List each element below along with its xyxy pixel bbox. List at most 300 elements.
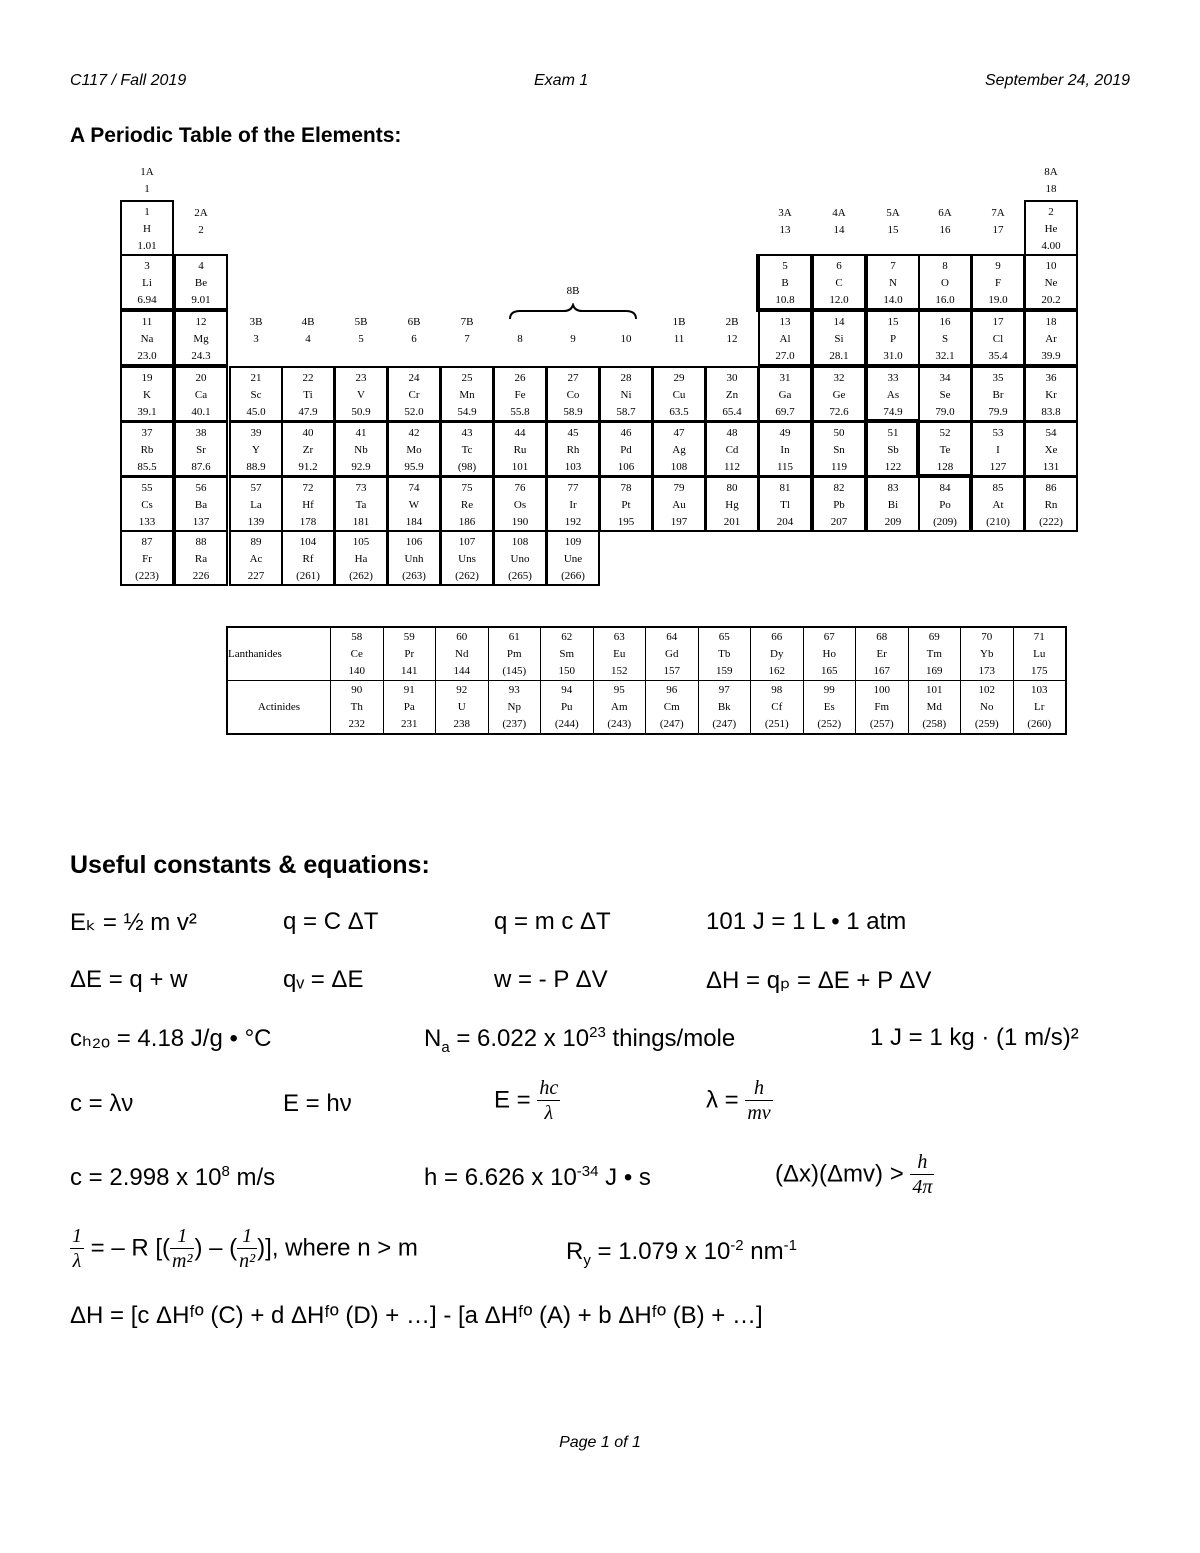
atomic-number: 61 — [508, 630, 520, 643]
group-label-2a — [174, 205, 228, 239]
metalloid-boundary-segment — [969, 476, 973, 532]
element-symbol: Ge — [832, 389, 846, 401]
element-symbol: Np — [507, 700, 521, 713]
atomic-mass: 91.2 — [298, 461, 318, 473]
c-value: c = 2.998 x 10 — [70, 1164, 222, 1191]
atomic-number: 50 — [833, 427, 845, 439]
group-label-8b: 8B — [566, 285, 580, 297]
lanthanides-label: Lanthanides — [227, 627, 331, 681]
page-footer: Page 1 of 1 — [559, 1434, 641, 1451]
element-tc — [440, 421, 494, 477]
atomic-number: 44 — [514, 427, 526, 439]
atomic-mass: 6.94 — [137, 294, 157, 306]
element-symbol: K — [143, 389, 151, 401]
group-label-4a-line: 14 — [833, 224, 845, 236]
atomic-number: 40 — [302, 427, 314, 439]
element-he — [1024, 200, 1078, 256]
atomic-mass: 47.9 — [298, 406, 318, 418]
atomic-mass: 24.3 — [191, 350, 211, 362]
element-eu — [593, 627, 646, 681]
atomic-mass: (263) — [402, 570, 426, 582]
atomic-mass: 79.9 — [988, 406, 1008, 418]
atomic-number: 104 — [299, 536, 317, 548]
eq-qv: qᵥ = ΔE — [283, 966, 364, 993]
f-block-table — [226, 626, 1067, 735]
group-label-8a — [1024, 164, 1078, 198]
atomic-number: 48 — [726, 427, 738, 439]
element-symbol: Rb — [140, 444, 154, 456]
atomic-number: 84 — [939, 482, 951, 494]
group-label-7a — [971, 205, 1025, 239]
element-symbol: Re — [460, 499, 474, 511]
atomic-mass: 173 — [978, 664, 995, 677]
element-symbol: Hg — [725, 499, 739, 511]
element-symbol: Zr — [302, 444, 314, 456]
element-tl — [758, 476, 812, 532]
ryd-n-fraction — [237, 1224, 257, 1273]
element-symbol: Ga — [778, 389, 792, 401]
h-unit: J • s — [598, 1164, 651, 1191]
atomic-number: 90 — [351, 683, 363, 696]
atomic-number: 16 — [939, 316, 951, 328]
element-th — [331, 681, 384, 735]
atomic-number: 51 — [887, 427, 899, 439]
atomic-number: 63 — [613, 630, 625, 643]
element-sc — [229, 366, 283, 422]
atomic-number: 38 — [195, 427, 207, 439]
atomic-mass: 101 — [511, 461, 529, 473]
element-symbol: He — [1044, 223, 1058, 235]
atomic-number: 68 — [876, 630, 888, 643]
ry-exp: -2 — [730, 1237, 744, 1254]
metalloid-boundary-segment — [864, 419, 918, 423]
element-fe — [493, 366, 547, 422]
atomic-number: 97 — [718, 683, 730, 696]
na-value: = 6.022 x 10 — [449, 1025, 590, 1052]
atomic-number: 75 — [461, 482, 473, 494]
atomic-number: 36 — [1045, 372, 1057, 384]
atomic-mass: 87.6 — [191, 461, 211, 473]
atomic-number: 87 — [141, 536, 153, 548]
atomic-number: 102 — [978, 683, 995, 696]
atomic-mass: 232 — [348, 717, 365, 730]
element-v — [334, 366, 388, 422]
element-o — [918, 254, 972, 310]
atomic-number: 59 — [403, 630, 415, 643]
element-ir — [546, 476, 600, 532]
element-be — [174, 254, 228, 310]
lambda-den: mv — [747, 1102, 771, 1124]
element-ge — [812, 366, 866, 422]
eq-delta-e: ΔE = q + w — [70, 966, 188, 993]
atomic-mass: (257) — [869, 717, 894, 730]
element-ra — [174, 530, 228, 586]
eq-speed-of-light — [70, 1163, 275, 1192]
atomic-number: 27 — [567, 372, 579, 384]
element-symbol: Ra — [194, 553, 208, 565]
element-mg — [174, 310, 228, 366]
atomic-number: 85 — [992, 482, 1004, 494]
atomic-number: 7 — [890, 260, 896, 272]
element-nb — [334, 421, 388, 477]
element-lr — [1013, 681, 1066, 735]
element-rn — [1024, 476, 1078, 532]
atomic-number: 49 — [779, 427, 791, 439]
atomic-number: 9 — [995, 260, 1001, 272]
element-symbol: B — [781, 277, 789, 289]
atomic-mass: 152 — [611, 664, 628, 677]
atomic-number: 66 — [771, 630, 783, 643]
atomic-mass: 141 — [401, 664, 418, 677]
metalloid-boundary-segment — [756, 308, 812, 312]
atomic-number: 3 — [144, 260, 150, 272]
element-am — [593, 681, 646, 735]
element-symbol: Ho — [822, 647, 836, 660]
element-symbol: Li — [142, 277, 152, 289]
element-symbol: Cd — [725, 444, 739, 456]
element-symbol: Rn — [1044, 499, 1058, 511]
element-symbol: Cr — [408, 389, 420, 401]
atomic-mass: (247) — [712, 717, 737, 730]
element-b — [758, 254, 812, 310]
element-symbol: N — [889, 277, 897, 289]
atomic-number: 6 — [836, 260, 842, 272]
atomic-number: 98 — [771, 683, 783, 696]
atomic-number: 53 — [992, 427, 1004, 439]
element-dy — [751, 627, 804, 681]
group-label-6a — [918, 205, 972, 239]
ry-prefix: R — [566, 1238, 584, 1265]
eq-rydberg-constant — [566, 1237, 797, 1269]
element-ba — [174, 476, 228, 532]
atomic-number: 82 — [833, 482, 845, 494]
h-exp: -34 — [576, 1163, 599, 1180]
group-label-7b — [440, 314, 494, 348]
atomic-number: 22 — [302, 372, 314, 384]
element-tb — [698, 627, 751, 681]
atomic-number: 56 — [195, 482, 207, 494]
element-symbol: Po — [939, 499, 951, 511]
atomic-number: 60 — [456, 630, 468, 643]
element-fr — [120, 530, 174, 586]
group-label-2b-line: 12 — [726, 333, 738, 345]
atomic-number: 41 — [355, 427, 367, 439]
na-unit: things/mole — [605, 1025, 736, 1052]
element-w — [387, 476, 441, 532]
atomic-number: 12 — [195, 316, 207, 328]
atomic-mass: 128 — [936, 461, 954, 473]
element-es — [803, 681, 856, 735]
atomic-number: 2 — [1048, 206, 1054, 218]
atomic-mass: (261) — [296, 570, 320, 582]
element-symbol: Ca — [194, 389, 208, 401]
element-na — [120, 310, 174, 366]
metalloid-boundary-segment — [916, 421, 920, 477]
group-label-1a-line: 1A — [140, 166, 154, 178]
element-symbol: Br — [992, 389, 1004, 401]
atomic-number: 72 — [302, 482, 314, 494]
element-symbol: Cf — [771, 700, 783, 713]
atomic-mass: 69.7 — [775, 406, 795, 418]
atomic-mass: 127 — [989, 461, 1007, 473]
atomic-mass: 88.9 — [246, 461, 266, 473]
group-label-5a-line: 15 — [887, 224, 899, 236]
group-label-9 — [546, 331, 600, 348]
element-symbol: Ba — [194, 499, 208, 511]
element-symbol: No — [980, 700, 994, 713]
h-value: h = 6.626 x 10 — [424, 1164, 577, 1191]
na-prefix: N — [424, 1025, 442, 1052]
atomic-mass: 35.4 — [988, 350, 1008, 362]
ryd-fraction — [70, 1224, 84, 1273]
element-symbol: Pb — [833, 499, 845, 511]
ry-unit: nm — [743, 1238, 784, 1265]
atomic-mass: 119 — [830, 461, 848, 473]
element-tm — [908, 627, 961, 681]
atomic-number: 45 — [567, 427, 579, 439]
metalloid-boundary-segment — [810, 310, 814, 366]
atomic-mass: 209 — [884, 516, 902, 528]
element-ru — [493, 421, 547, 477]
element-al — [758, 310, 812, 366]
atomic-mass: (209) — [933, 516, 957, 528]
element-ga — [758, 366, 812, 422]
constants-title: Useful constants & equations: — [70, 851, 430, 879]
element-rb — [120, 421, 174, 477]
atomic-number: 14 — [833, 316, 845, 328]
atomic-number: 18 — [1045, 316, 1057, 328]
date-label: September 24, 2019 — [985, 72, 1130, 89]
atomic-number: 54 — [1045, 427, 1057, 439]
atomic-number: 47 — [673, 427, 685, 439]
element-symbol: Uns — [458, 553, 476, 565]
atomic-number: 29 — [673, 372, 685, 384]
uncert-fraction — [910, 1150, 934, 1199]
group-label-8-line: 8 — [517, 333, 523, 345]
atomic-mass: 39.9 — [1041, 350, 1061, 362]
element-symbol: As — [886, 389, 900, 401]
element-symbol: Er — [876, 647, 887, 660]
element-cl — [971, 310, 1025, 366]
group-label-1a-line: 1 — [144, 183, 150, 195]
atomic-number: 13 — [779, 316, 791, 328]
atomic-mass: 12.0 — [829, 294, 849, 306]
element-symbol: Cl — [992, 333, 1004, 345]
atomic-mass: 106 — [617, 461, 635, 473]
group-label-1b-line: 11 — [673, 333, 685, 345]
atomic-number: 11 — [141, 316, 153, 328]
element-symbol: Fm — [874, 700, 890, 713]
element-yb — [961, 627, 1014, 681]
atomic-number: 24 — [408, 372, 420, 384]
atomic-mass: 58.7 — [616, 406, 636, 418]
group-label-1b — [652, 314, 706, 348]
ryd-mid2: ) – ( — [194, 1234, 238, 1262]
group-label-4b-line: 4 — [305, 333, 311, 345]
atomic-number: 105 — [352, 536, 370, 548]
atomic-number: 106 — [405, 536, 423, 548]
element-symbol: Gd — [665, 647, 679, 660]
element-symbol: Yb — [980, 647, 994, 660]
atomic-number: 67 — [823, 630, 835, 643]
group-label-2a-line: 2A — [194, 207, 208, 219]
atomic-mass: (252) — [817, 717, 842, 730]
atomic-number: 103 — [1031, 683, 1048, 696]
atomic-mass: 9.01 — [191, 294, 211, 306]
atomic-mass: 207 — [830, 516, 848, 528]
atomic-number: 46 — [620, 427, 632, 439]
atomic-mass: 238 — [453, 717, 470, 730]
atomic-number: 19 — [141, 372, 153, 384]
periodic-table-title: A Periodic Table of the Elements: — [70, 124, 402, 147]
atomic-number: 4 — [198, 260, 204, 272]
lambda-prefix: λ = — [706, 1086, 746, 1114]
element-symbol: P — [889, 333, 897, 345]
atomic-mass: 52.0 — [404, 406, 424, 418]
element-cr — [387, 366, 441, 422]
group-label-7b-line: 7B — [460, 316, 474, 328]
eq-avogadro — [424, 1024, 735, 1056]
group-label-3b-line: 3 — [253, 333, 259, 345]
ry-unit-exp: -1 — [783, 1237, 797, 1254]
eq-e-hc-lambda — [494, 1076, 560, 1125]
atomic-mass: 28.1 — [829, 350, 849, 362]
atomic-number: 79 — [673, 482, 685, 494]
element-sm — [541, 627, 594, 681]
group-label-5b — [334, 314, 388, 348]
element-symbol: Pu — [560, 700, 573, 713]
atomic-number: 32 — [833, 372, 845, 384]
atomic-mass: 190 — [511, 516, 529, 528]
group-label-6b-line: 6B — [407, 316, 421, 328]
element-symbol: Nd — [455, 647, 469, 660]
element-pa — [383, 681, 436, 735]
atomic-number: 76 — [514, 482, 526, 494]
atomic-number: 92 — [456, 683, 468, 696]
atomic-mass: 115 — [776, 461, 794, 473]
element-sb — [866, 421, 920, 477]
atomic-number: 96 — [666, 683, 678, 696]
ryd-num: 1 — [72, 1225, 82, 1247]
element-symbol: Tm — [926, 647, 942, 660]
element-symbol: Ac — [249, 553, 263, 565]
atomic-number: 89 — [250, 536, 262, 548]
element-p — [866, 310, 920, 366]
atomic-mass: (237) — [502, 717, 527, 730]
atomic-mass: 226 — [192, 570, 210, 582]
atomic-number: 15 — [887, 316, 899, 328]
element-symbol: Pd — [620, 444, 632, 456]
c-exp: 8 — [221, 1163, 230, 1180]
element-symbol: Cs — [141, 499, 153, 511]
atomic-mass: 144 — [453, 664, 470, 677]
atomic-mass: 54.9 — [457, 406, 477, 418]
atomic-mass: 103 — [564, 461, 582, 473]
element-as — [866, 366, 920, 422]
atomic-mass: 186 — [458, 516, 476, 528]
group-label-3a — [758, 205, 812, 239]
element-la — [229, 476, 283, 532]
element-au — [652, 476, 706, 532]
atomic-mass: 131 — [1042, 461, 1060, 473]
element-symbol: Pa — [403, 700, 415, 713]
element-mo — [387, 421, 441, 477]
atomic-number: 55 — [141, 482, 153, 494]
eq-de-broglie — [706, 1076, 773, 1125]
group-label-6a-line: 6A — [938, 207, 952, 219]
element-symbol: Co — [566, 389, 580, 401]
element-sn — [812, 421, 866, 477]
atomic-mass: 4.00 — [1041, 240, 1061, 252]
group-label-8a-line: 8A — [1044, 166, 1058, 178]
atomic-mass: 231 — [401, 717, 418, 730]
atomic-number: 57 — [250, 482, 262, 494]
element-symbol: La — [250, 499, 262, 511]
element-symbol: Lr — [1034, 700, 1045, 713]
eq-c-water: cₕ₂ₒ = 4.18 J/g • °C — [70, 1025, 272, 1052]
group-label-2b-line: 2B — [725, 316, 739, 328]
group-label-4a — [812, 205, 866, 239]
element-symbol: Sc — [250, 389, 262, 401]
group-label-9-line: 9 — [570, 333, 576, 345]
atomic-mass: 32.1 — [935, 350, 955, 362]
group-label-3b — [229, 314, 283, 348]
atomic-number: 35 — [992, 372, 1004, 384]
ryd-den: λ — [72, 1250, 82, 1272]
atomic-mass: 227 — [247, 570, 265, 582]
group-label-8 — [493, 331, 547, 348]
element-h — [120, 200, 174, 256]
atomic-number: 94 — [561, 683, 573, 696]
atomic-number: 78 — [620, 482, 632, 494]
atomic-mass: 140 — [348, 664, 365, 677]
group-label-3a-line: 13 — [779, 224, 791, 236]
element-une — [546, 530, 600, 586]
c-unit: m/s — [229, 1164, 276, 1191]
element-symbol: Ne — [1044, 277, 1058, 289]
group-label-1b-line: 1B — [672, 316, 686, 328]
atomic-number: 34 — [939, 372, 951, 384]
element-in — [758, 421, 812, 477]
atomic-mass: 55.8 — [510, 406, 530, 418]
ryd-n-num: 1 — [237, 1224, 257, 1249]
lambda-fraction — [745, 1076, 772, 1125]
element-symbol: Tb — [718, 647, 731, 660]
atomic-mass: 45.0 — [246, 406, 266, 418]
atomic-number: 80 — [726, 482, 738, 494]
atomic-number: 107 — [458, 536, 476, 548]
group-label-5b-line: 5 — [358, 333, 364, 345]
ry-value: = 1.079 x 10 — [590, 1238, 731, 1265]
element-lu — [1013, 627, 1066, 681]
element-symbol: Xe — [1044, 444, 1058, 456]
ryd-n-den: n² — [239, 1250, 256, 1272]
atomic-mass: 122 — [884, 461, 902, 473]
actinides-label: Actinides — [227, 681, 331, 735]
group-label-4b — [281, 314, 335, 348]
element-cd — [705, 421, 759, 477]
element-symbol: Hf — [302, 499, 314, 511]
atomic-number: 30 — [726, 372, 738, 384]
element-symbol: Zn — [725, 389, 739, 401]
group-label-4a-line: 4A — [832, 207, 846, 219]
element-ha — [334, 530, 388, 586]
element-symbol: Se — [939, 389, 951, 401]
element-ne — [1024, 254, 1078, 310]
atomic-number: 5 — [782, 260, 788, 272]
element-po — [918, 476, 972, 532]
element-symbol: Mo — [406, 444, 422, 456]
